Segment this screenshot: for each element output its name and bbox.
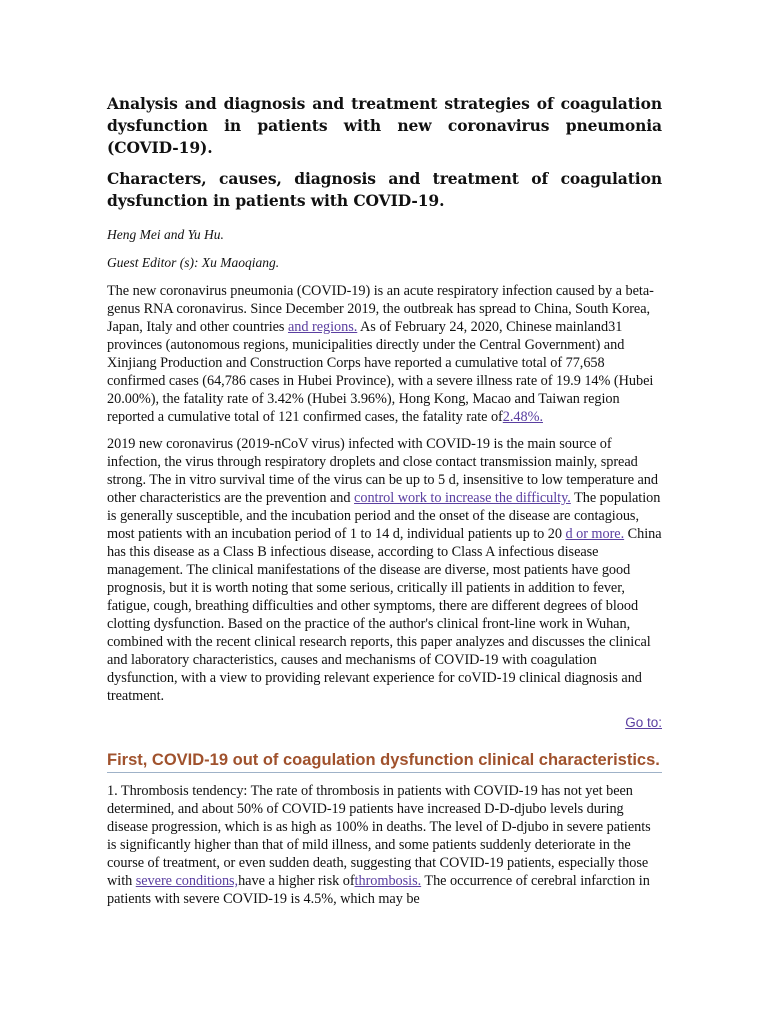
section-heading: First, COVID-19 out of coagulation dysfunction clinical characteristics. [107,750,662,773]
text: 2019 new coronavirus (2019-nCoV virus) infected with COVID-19 is the main source of infection, the virus through respiratory droplets and close contact transmission mainly, spread strong. The in vitro survival time of the virus can be up to 5 d, insensitive to low temperature and other characteristics are the prevention and [107,436,659,506]
intro-paragraph-1 [107,282,662,426]
text: China has this disease as a Class B infectious disease, according to Class A infectious disease management. The clinical manifestations of the disease are diverse, most patients have good prognosis, but it is worth noting that some serious, critically ill patients in addition to fever, fatigue, cough, breathing difficulties and other symptoms, there are different degrees of blood clotting dysfunction. Based on the practice of the author's clinical front-line work in Wuhan, combined with the recent clinical research reports, this paper analyzes and discusses the clinical and laboratory characteristics, causes and mechanisms of COVID-19 with coagulation dysfunction, with a view to providing relevant experience for coVID-19 clinical diagnosis and treatment. [107,526,662,704]
text: The population is generally susceptible, and the incubation period and the onset of the disease are contagious, most patients with an incubation period of 1 to 14 d, individual patients up to 20 [107,490,661,542]
text: As of February 24, 2020, Chinese mainland31 provinces (autonomous regions, municipalities directly under the Central Government) and Xinjiang Production and Construction Corps have reported a cumulative total of 77,658 confirmed cases (64,786 cases in Hubei Province), with a severe illness rate of 19.9 14% (Hubei 20.00%), the fatality rate of 3.42% (Hubei 3.96%), Hong Kong, Macao and Taiwan region reported a cumulative total of 121 confirmed cases, the fatality rate of [107,319,654,425]
editor-period: . [275,255,280,270]
link-control-work[interactable]: control work to increase the difficulty. [354,490,571,506]
link-d-or-more[interactable]: d or more. [565,526,625,542]
link-and-regions[interactable]: and regions. [287,319,358,335]
article-subtitle: Characters, causes, diagnosis and treatment of coagulation dysfunction in patients with COVID-19. [107,169,662,210]
author-line [107,226,662,244]
authors: Heng Mei and Yu Hu [107,227,221,242]
link-fatality-rate[interactable]: 2.48%. [502,409,543,425]
section-paragraph-1 [107,782,662,908]
editor-name: Xu Maoqiang [201,255,276,270]
goto-link[interactable]: Go to: [625,715,662,730]
editor-label: Guest Editor (s) [107,255,194,270]
goto-container [107,714,662,732]
editor-separator: : [194,255,202,270]
text: The new coronavirus pneumonia (COVID-19) is an acute respiratory infection caused by a beta-genus RNA coronavirus. Since December 2019, the outbreak has spread to China, South Korea, Japan, Italy and other countries [107,283,654,335]
article [107,93,662,917]
intro-paragraph-2 [107,435,662,705]
link-thrombosis[interactable]: thrombosis. [354,873,422,889]
text: 1. Thrombosis tendency: The rate of thrombosis in patients with COVID-19 has not yet been determined, and about 50% of COVID-19 patients have increased D-D-djubo levels during disease progression, which is as high as 100% in deaths. The level of D-djubo in severe patients is significantly higher than that of mild illness, and some patients suddenly deteriorate in the course of treatment, or even sudden death, suggesting that COVID-19 patients, especially those with [107,783,651,889]
link-severe-conditions[interactable]: severe conditions, [135,873,239,889]
editor-line [107,254,662,272]
authors-period: . [220,227,224,242]
text: The occurrence of cerebral infarction in patients with severe COVID-19 is 4.5%, which may be [107,873,650,907]
article-title: Analysis and diagnosis and treatment strategies of coagulation dysfunction in patients with new coronavirus pneumonia (COVID-19). [107,94,662,157]
text: have a higher risk of [238,873,355,889]
